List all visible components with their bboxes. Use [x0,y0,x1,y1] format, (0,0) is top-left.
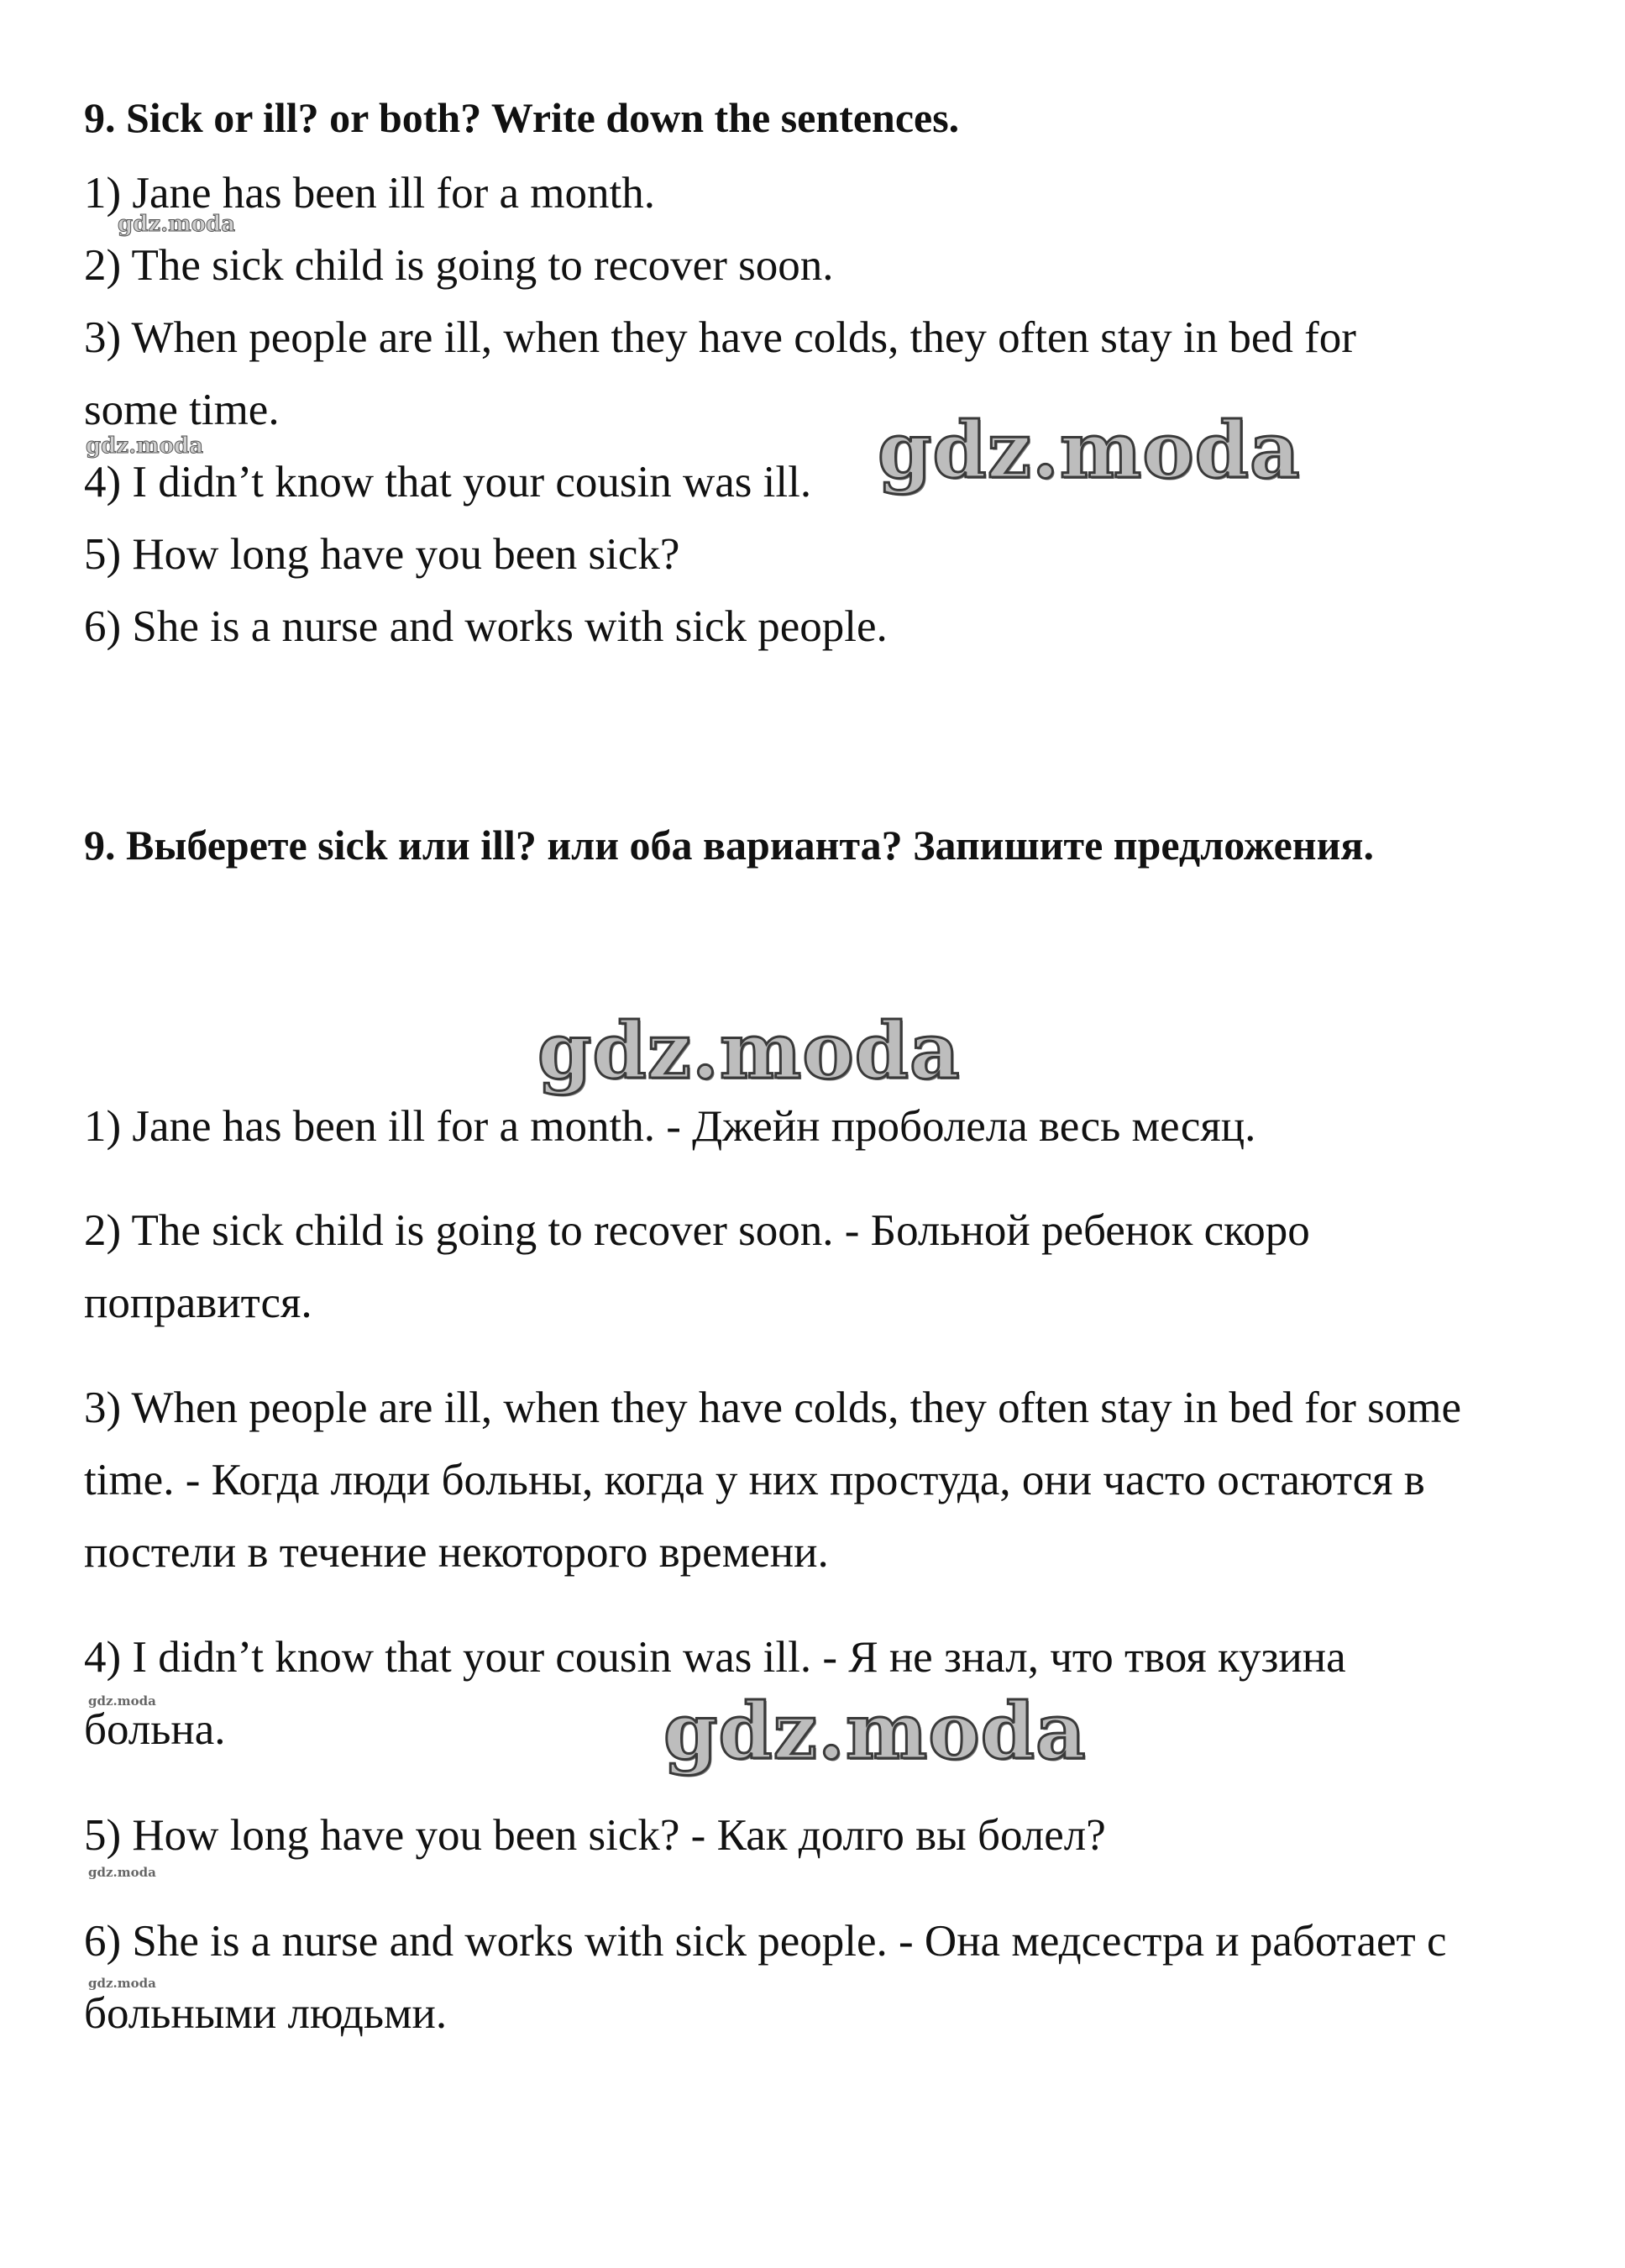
translation-3: 3) When people are ill, when they have colds, they often stay in bed for some time. - Когда люди больны, когда у них простуда, они часто остаются в постели в течение некоторого времени. [84,1383,1462,1577]
sentence-3-en-continued: some time. [84,386,280,434]
exercise-heading-ru: 9. Выберете sick или ill? или оба варианта? Запишите предложения. [84,822,1374,869]
sentence-4-en: 4) I didn’t know that your cousin was ill. [84,458,812,507]
exercise-heading-en: 9. Sick or ill? or both? Write down the sentences. [84,94,960,141]
watermark-tiny: gdz.moda [88,1865,156,1880]
watermark-logo: gdz.moda [878,405,1301,496]
watermark-small: gdz.moda [118,212,236,237]
watermark-tiny: gdz.moda [88,1693,156,1709]
translation-2: 2) The sick child is going to recover soon. - Больной ребенок скоро поправится. [84,1206,1310,1327]
watermark-tiny: gdz.moda [88,1976,156,1991]
translation-5: 5) How long have you been sick? - Как долго вы болел? [84,1811,1106,1860]
sentence-5-en: 5) How long have you been sick? [84,530,680,579]
translation-4: 4) I didn’t know that your cousin was ill. - Я не знал, что твоя кузина больна. [84,1633,1346,1754]
sentence-2-en: 2) The sick child is going to recover soon. [84,241,834,290]
sentence-6-en: 6) She is a nurse and works with sick people. [84,602,888,651]
watermark-logo: gdz.moda [663,1686,1087,1777]
translation-6: 6) She is a nurse and works with sick people. - Она медсестра и работает с больными людьми. [84,1917,1447,2038]
watermark-small: gdz.moda [86,433,204,459]
sentence-1-en: 1) Jane has been ill for a month. [84,169,655,218]
sentence-3-en: 3) When people are ill, when they have colds, they often stay in bed for [84,313,1356,362]
translation-1: 1) Jane has been ill for a month. - Джейн проболела весь месяц. [84,1102,1256,1151]
watermark-logo: gdz.moda [537,1005,961,1096]
